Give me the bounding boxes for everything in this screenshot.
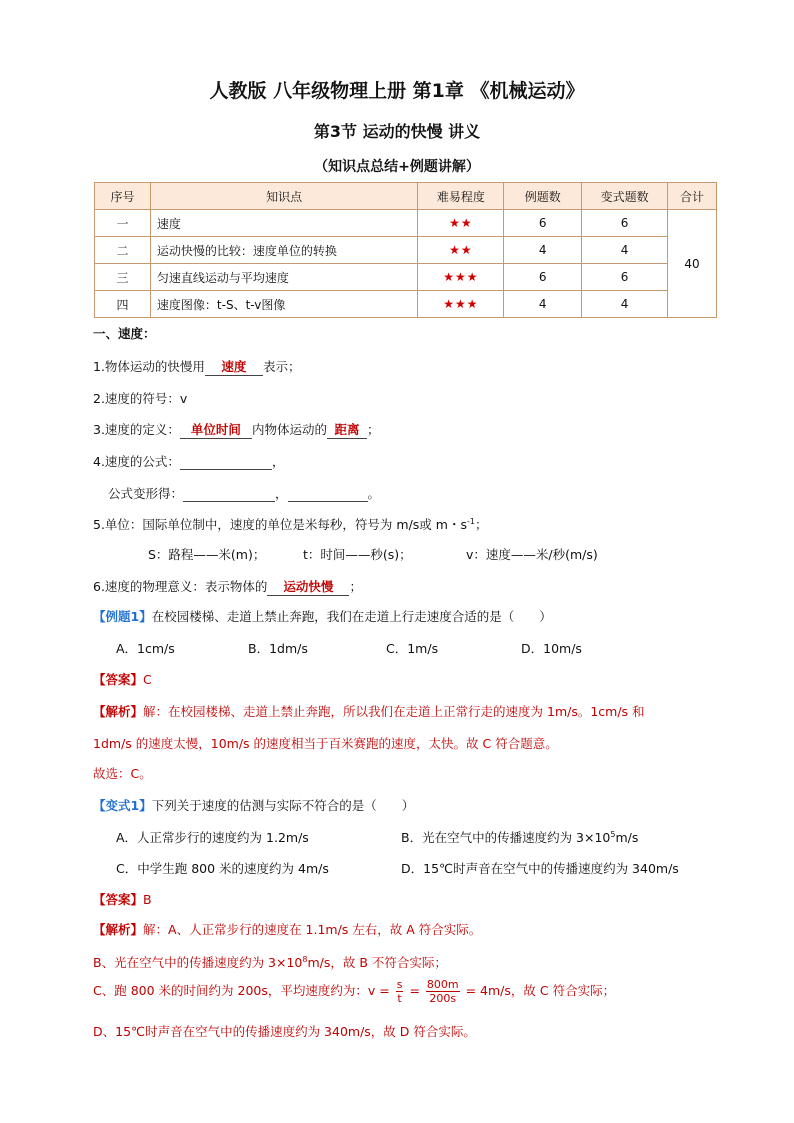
example-1-answer	[93, 670, 152, 688]
analysis-text: B、光在空气中的传播速度约为 3×10	[93, 955, 303, 970]
point-6	[93, 577, 362, 596]
point-text: 内物体运动的	[251, 422, 327, 437]
example-1-analysis-cont: 1dm/s 的速度太慢，10m/s 的速度相当于百米赛跑的速度，太快。故 C 符合题意。	[93, 736, 558, 751]
table-row	[95, 237, 717, 264]
analysis-text: = 4m/s，故 C 符合实际；	[465, 983, 616, 998]
difficulty-stars: ★★	[418, 237, 504, 264]
superscript: -1	[466, 516, 475, 526]
table-cell: 6	[582, 264, 668, 291]
table-cell: 三	[95, 264, 151, 291]
table-cell: 速度	[150, 210, 417, 237]
point-4-variants	[108, 484, 380, 502]
fraction-denominator: 200s	[429, 992, 457, 1005]
table-cell: 4	[582, 291, 668, 318]
table-header: 难易程度	[418, 183, 504, 210]
units-path: S：路程——米(m)；	[148, 547, 266, 562]
analysis-text: C、跑 800 米的时间约为 200s，平均速度约为：v =	[93, 983, 390, 998]
analysis-text: m/s，故 B 不符合实际；	[307, 955, 447, 970]
answer-fill: 运动快慢	[267, 577, 349, 596]
table-cell: 匀速直线运动与平均速度	[150, 264, 417, 291]
point-text: ；	[474, 517, 488, 532]
point-4	[93, 452, 284, 470]
superscript: 5	[610, 829, 616, 839]
variant-1-question	[93, 796, 414, 814]
option-d: D．10m/s	[521, 641, 582, 656]
answer-tag: 【答案】	[93, 672, 144, 687]
option-d: D．15℃时声音在空气中的传播速度约为 340m/s	[401, 861, 679, 876]
blank-line	[183, 487, 275, 502]
question-text: 下列关于速度的估测与实际不符合的是（ ）	[151, 798, 415, 813]
answer-value: B	[143, 892, 152, 907]
example-1-question	[93, 607, 552, 625]
variant-1-analysis-a	[93, 920, 481, 938]
analysis-tag: 【解析】	[93, 922, 144, 937]
document-title: 人教版 八年级物理上册 第1章 《机械运动》	[209, 80, 585, 102]
point-text: 公式变形得：	[108, 486, 184, 501]
table-header-row	[95, 183, 717, 210]
answer-fill: 单位时间	[180, 420, 252, 439]
table-total-cell: 40	[668, 210, 717, 318]
table-cell: 四	[95, 291, 151, 318]
point-text: ；	[366, 422, 380, 437]
table-cell: 4	[504, 237, 582, 264]
table-cell: 6	[504, 210, 582, 237]
table-cell: 二	[95, 237, 151, 264]
variant-1-analysis-c	[93, 978, 615, 1005]
table-header: 变式题数	[582, 183, 668, 210]
option-text: m/s	[615, 830, 639, 845]
point-1	[93, 357, 300, 376]
knowledge-table	[94, 182, 717, 318]
option-a: A．1cm/s	[116, 641, 175, 656]
point-2: 2.速度的符号：v	[93, 391, 188, 406]
table-cell: 4	[582, 237, 668, 264]
point-3	[93, 420, 379, 439]
example-tag: 【例题1】	[93, 609, 152, 624]
point-text: ，	[275, 486, 288, 501]
table-header: 知识点	[150, 183, 417, 210]
analysis-text: 解：A、人正常步行的速度在 1.1m/s 左右，故 A 符合实际。	[143, 922, 482, 937]
point-text: ；	[349, 579, 362, 594]
answer-fill: 距离	[327, 420, 367, 439]
fraction-s-over-t	[396, 978, 404, 1005]
question-text: 在校园楼梯、走道上禁止奔跑，我们在走道上行走速度合适的是（ ）	[151, 609, 552, 624]
document-subtitle: （知识点总结+例题讲解）	[314, 159, 480, 175]
point-text: 1.物体运动的快慢用	[93, 359, 205, 374]
variant-tag: 【变式1】	[93, 798, 152, 813]
table-header: 例题数	[504, 183, 582, 210]
table-row	[95, 210, 717, 237]
analysis-tag: 【解析】	[93, 704, 144, 719]
table-cell: 4	[504, 291, 582, 318]
point-text: 表示；	[262, 359, 301, 374]
answer-tag: 【答案】	[93, 892, 144, 907]
point-text: 。	[367, 486, 381, 501]
fraction-distance-over-time	[426, 978, 460, 1005]
example-1-conclusion: 故选：C。	[93, 766, 152, 781]
table-cell: 6	[582, 210, 668, 237]
blank-line	[288, 487, 368, 502]
example-1-analysis	[93, 702, 645, 720]
units-time: t：时间——秒(s)；	[303, 547, 412, 562]
point-text: 6.速度的物理意义：表示物体的	[93, 579, 268, 594]
table-cell: 一	[95, 210, 151, 237]
point-text: 4.速度的公式：	[93, 454, 180, 469]
table-cell: 6	[504, 264, 582, 291]
answer-value: C	[143, 672, 152, 687]
option-b	[401, 828, 638, 846]
variant-1-analysis-d: D、15℃时声音在空气中的传播速度约为 340m/s，故 D 符合实际。	[93, 1024, 476, 1039]
table-header: 序号	[95, 183, 151, 210]
point-text: ，	[271, 454, 285, 469]
difficulty-stars: ★★★	[418, 291, 504, 318]
table-cell: 速度图像：t-S、t-v图像	[150, 291, 417, 318]
option-text: B．光在空气中的传播速度约为 3×10	[401, 830, 611, 845]
superscript: 8	[302, 954, 308, 964]
section-heading: 一、速度：	[93, 326, 156, 341]
units-velocity: v：速度——米/秒(m/s)	[466, 547, 598, 562]
point-text: 3.速度的定义：	[93, 422, 180, 437]
point-text: 5.单位：国际单位制中，速度的单位是米每秒，符号为 m/s或 m・s	[93, 517, 467, 532]
fraction-denominator: t	[397, 992, 402, 1005]
option-c: C．1m/s	[386, 641, 439, 656]
variant-1-analysis-b	[93, 953, 447, 971]
option-a: A．人正常步行的速度约为 1.2m/s	[116, 830, 309, 845]
variant-1-answer	[93, 890, 152, 908]
option-c: C．中学生跑 800 米的速度约为 4m/s	[116, 861, 329, 876]
analysis-text: 解：在校园楼梯、走道上禁止奔跑，所以我们在走道上正常行走的速度为 1m/s。1cm/s 和	[143, 704, 645, 719]
table-row	[95, 291, 717, 318]
answer-fill: 速度	[205, 357, 263, 376]
table-cell: 运动快慢的比较：速度单位的转换	[150, 237, 417, 264]
section-title: 第3节 运动的快慢 讲义	[313, 122, 481, 141]
difficulty-stars: ★★★	[418, 264, 504, 291]
equals-sign: =	[409, 983, 420, 998]
fraction-numerator: 800m	[426, 978, 459, 991]
difficulty-stars: ★★	[418, 210, 504, 237]
point-5	[93, 515, 487, 533]
blank-line	[180, 455, 272, 470]
table-header: 合计	[668, 183, 717, 210]
option-b: B．1dm/s	[248, 641, 308, 656]
fraction-numerator: s	[396, 978, 403, 991]
table-row	[95, 264, 717, 291]
